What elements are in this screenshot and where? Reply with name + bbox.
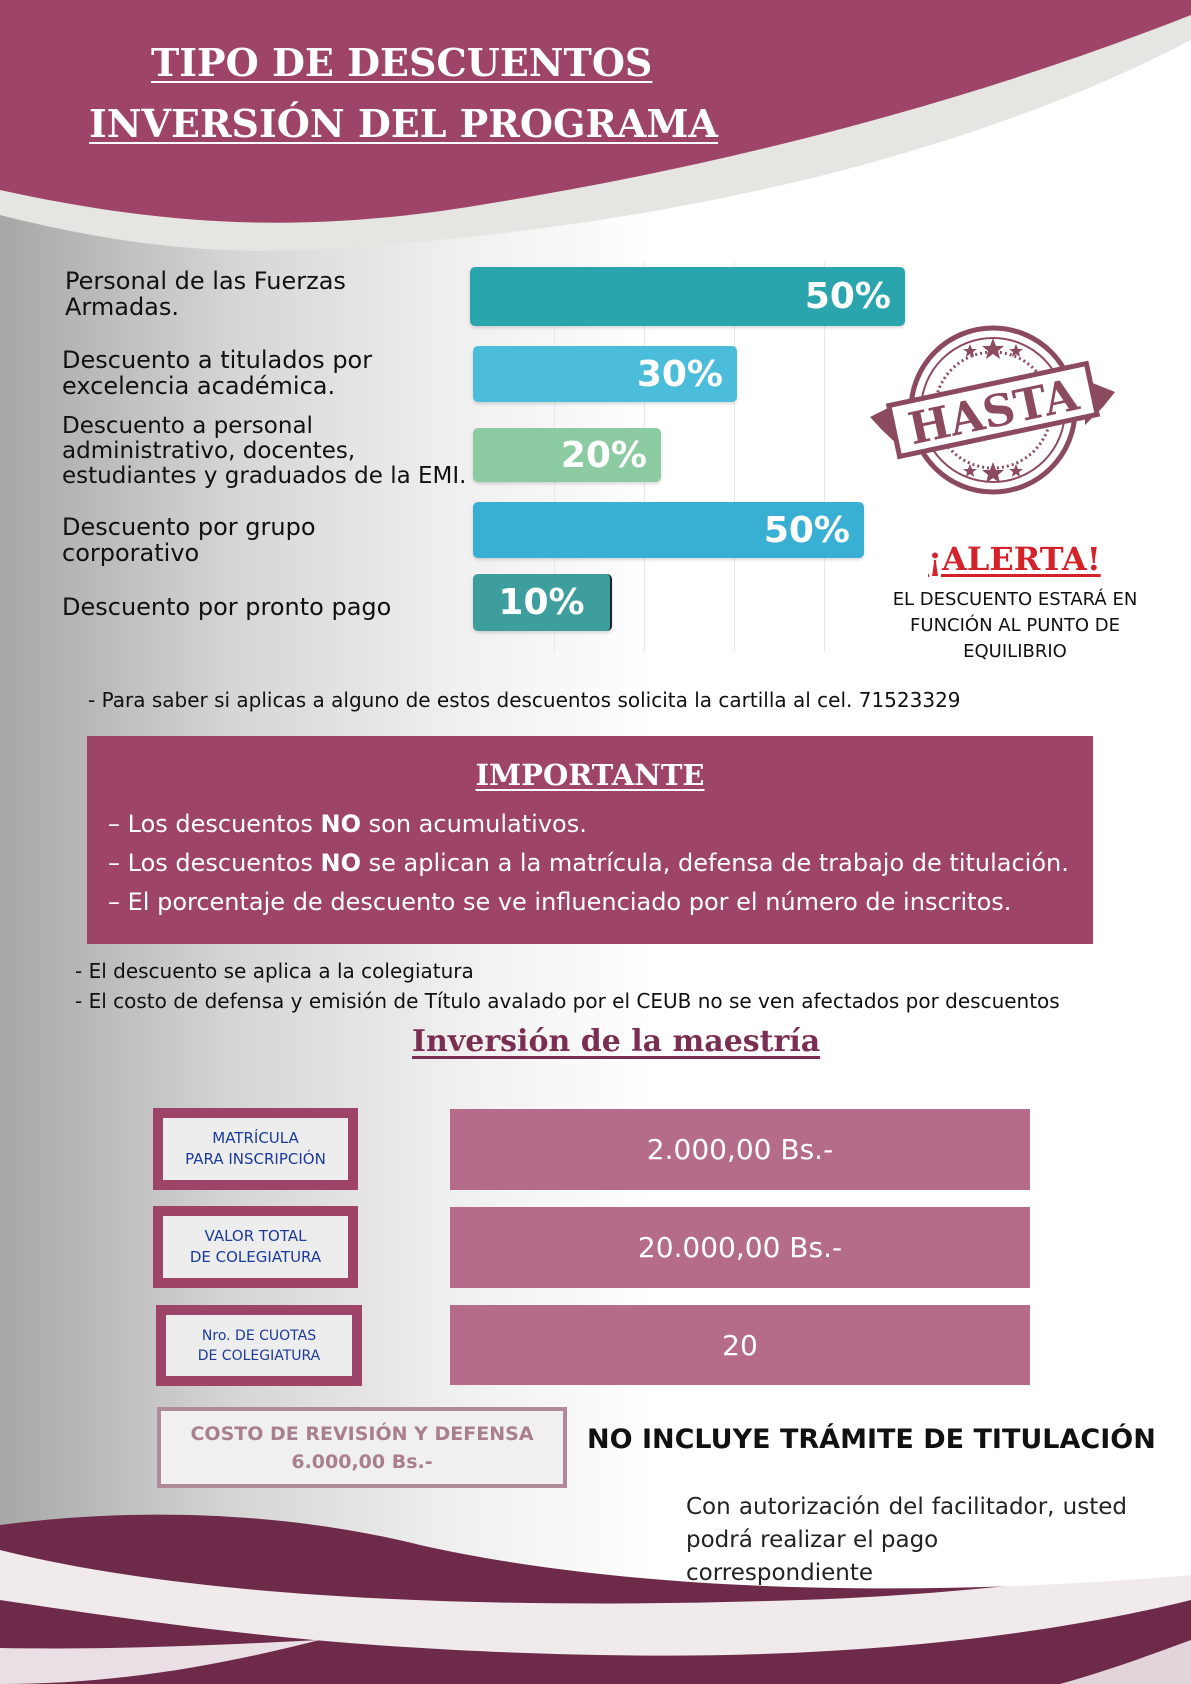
discount-bar-3 [473, 502, 864, 558]
important-item: – Los descuentos NO son acumulativos. [108, 810, 587, 838]
investment-label-line: PARA INSCRIPCIÓN [185, 1150, 326, 1168]
important-title: IMPORTANTE [475, 758, 705, 792]
no-incluye-text: NO INCLUYE TRÁMITE DE TITULACIÓN [587, 1424, 1156, 1455]
stamp-text: HASTA [904, 369, 1083, 456]
discount-label-line: estudiantes y graduados de la EMI. [62, 463, 467, 489]
investment-label-colegiatura [153, 1206, 358, 1288]
investment-label-line: VALOR TOTAL [204, 1227, 307, 1245]
discount-label-line: Descuento a titulados por [62, 346, 373, 374]
discount-label-line: administrativo, docentes, [62, 438, 356, 464]
defense-cost-box [157, 1407, 567, 1488]
discount-label-line: Descuento por pronto pago [62, 593, 392, 621]
important-item: – El porcentaje de descuento se ve influenciado por el número de inscritos. [108, 888, 1012, 916]
alert-line: FUNCIÓN AL PUNTO DE [910, 615, 1120, 636]
header-title-line2: INVERSIÓN DEL PROGRAMA [89, 101, 719, 146]
authorization-text [686, 1491, 1127, 1590]
investment-label-line: Nro. DE CUOTAS [201, 1327, 317, 1344]
discount-label-line: Personal de las Fuerzas [65, 267, 346, 295]
note-line: - El descuento se aplica a la colegiatura [75, 959, 474, 983]
notes [75, 956, 1060, 1016]
discount-bars [466, 262, 896, 652]
investment-value-colegiatura: 20.000,00 Bs.- [450, 1207, 1030, 1288]
discount-bar-4 [473, 574, 612, 631]
discount-label-personal-emi [62, 414, 467, 489]
discount-label-line: Armadas. [65, 293, 180, 321]
investment-label-line: MATRÍCULA [212, 1129, 299, 1147]
note-line: - El costo de defensa y emisión de Título avalado por el CEUB no se ven afectados por descuentos [75, 989, 1060, 1013]
discount-label-excelencia [62, 347, 372, 399]
discount-bar-value: 50% [763, 509, 850, 551]
authorization-line: podrá realizar el pago correspondiente [686, 1527, 939, 1586]
discount-label-line: excelencia académica. [62, 372, 336, 400]
investment-label-line: DE COLEGIATURA [197, 1347, 321, 1364]
discount-bar-1 [473, 346, 737, 402]
discount-label-line: Descuento por grupo [62, 513, 316, 541]
discount-bar-value: 50% [804, 276, 891, 317]
discount-bar-value: 30% [636, 353, 723, 395]
investment-title: Inversión de la maestría [412, 1024, 821, 1059]
important-box [87, 736, 1093, 944]
important-item: – Los descuentos NO se aplican a la matrícula, defensa de trabajo de titulación. [108, 849, 1069, 877]
discount-label-line: corporativo [62, 539, 200, 567]
investment-label-matricula [153, 1108, 358, 1190]
discount-bar-value: 20% [560, 434, 647, 476]
discount-bar-value: 10% [498, 582, 585, 623]
discount-bar-2 [473, 428, 661, 482]
alert-text [890, 587, 1140, 665]
discount-label-line: Descuento a personal [62, 413, 313, 439]
hasta-stamp-icon [870, 322, 1115, 497]
discount-bar-0 [470, 267, 905, 326]
header-title-line1: TIPO DE DESCUENTOS [151, 40, 653, 85]
alert-line: EL DESCUENTO ESTARÁ EN [892, 589, 1138, 610]
discount-label-grupo-corporativo [62, 514, 316, 566]
discount-label-fuerzas-armadas [65, 268, 346, 320]
discount-label-pronto-pago [62, 594, 391, 620]
investment-label-cuotas [156, 1305, 362, 1386]
defense-cost-label: COSTO DE REVISIÓN Y DEFENSA [190, 1422, 534, 1445]
alert-title: ¡ALERTA! [928, 540, 1101, 578]
investment-label-line: DE COLEGIATURA [189, 1248, 322, 1266]
alert-line: EQUILIBRIO [963, 641, 1067, 662]
investment-value-matricula: 2.000,00 Bs.- [450, 1109, 1030, 1190]
authorization-line: Con autorización del facilitador, usted [686, 1494, 1127, 1520]
investment-value-cuotas: 20 [450, 1305, 1030, 1385]
contact-note: - Para saber si aplicas a alguno de estos descuentos solicita la cartilla al cel. 71523329 [88, 688, 961, 712]
defense-cost-value: 6.000,00 Bs.- [291, 1450, 433, 1473]
